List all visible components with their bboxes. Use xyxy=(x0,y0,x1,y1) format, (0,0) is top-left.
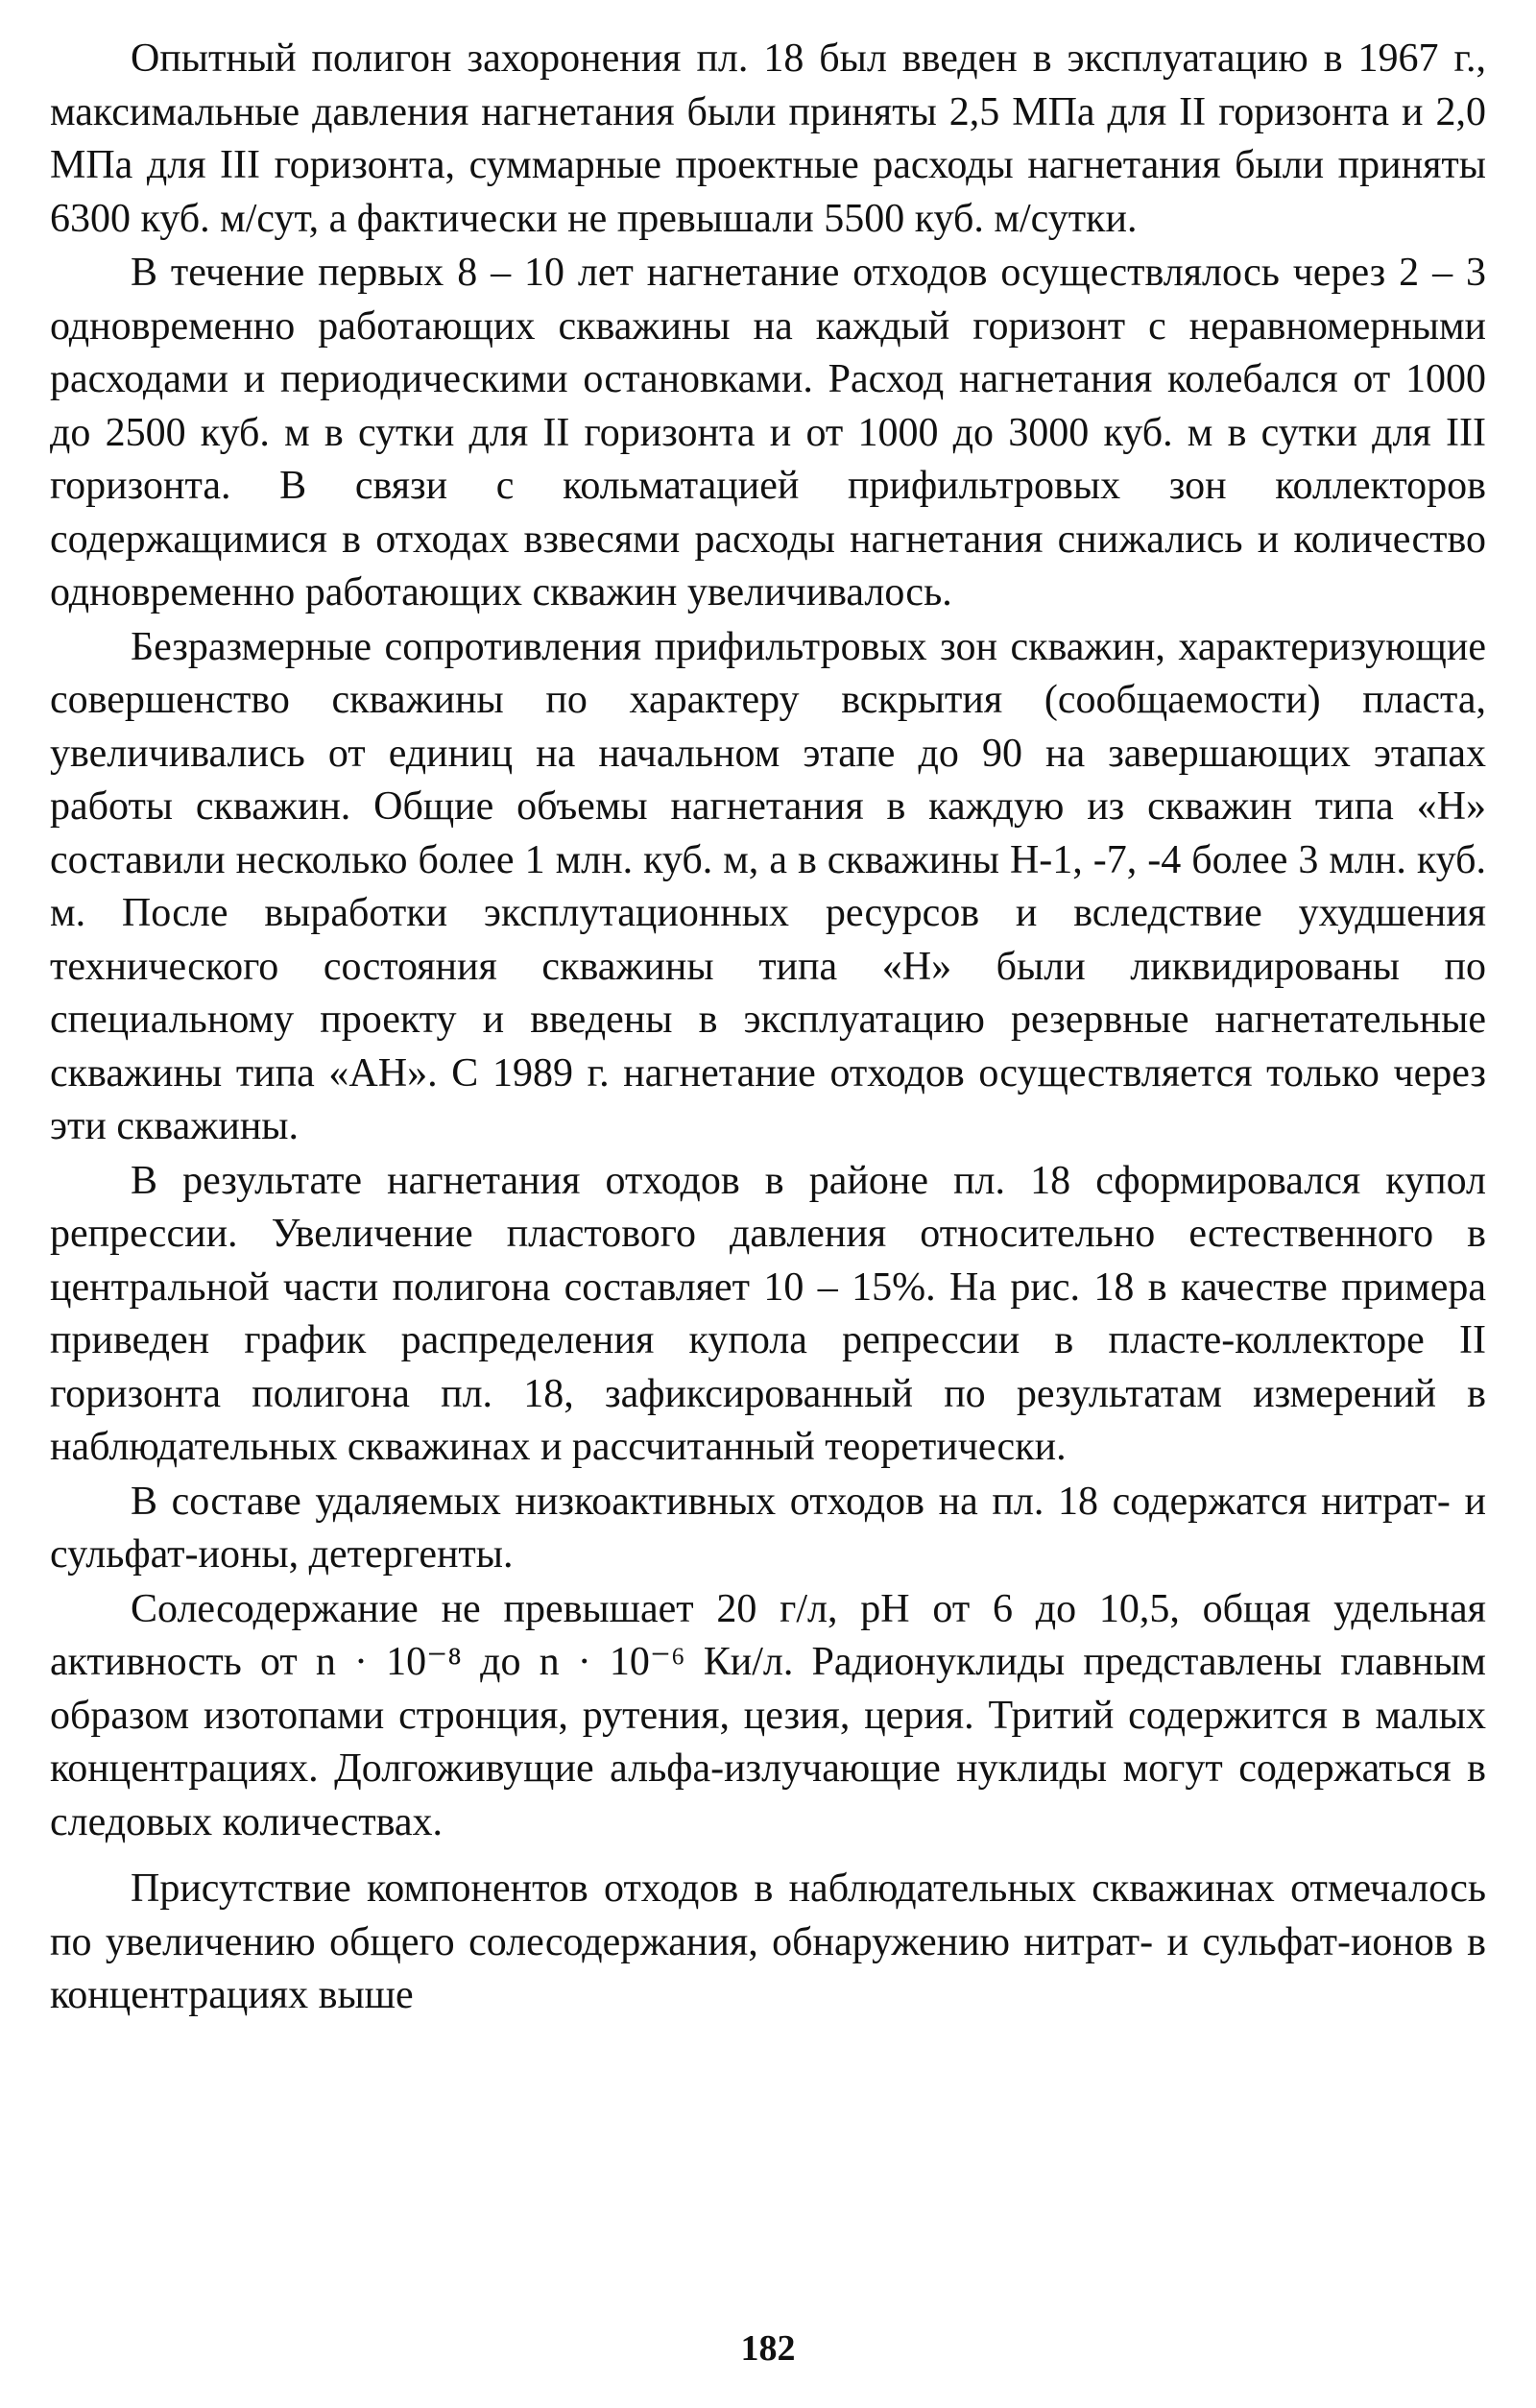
paragraph-injection-history: В течение первых 8 – 10 лет нагнетание отходов осуществлялось через 2 – 3 одновременно работающих скважины на каждый горизонт с неравномерными расходами и периодическими остановками. Расход нагнетания колебался от 1000 до 2500 куб. м в сутки для II горизонта и от 1000 до 3000 куб. м в сутки для III горизонта. В связи с кольматацией прифильтровых зон коллекторов содержащимися в отходах взвесями расходы нагнетания снижались и количество одновременно работающих скважин увеличивалось. xyxy=(50,251,1486,614)
document-page xyxy=(50,33,1486,2375)
paragraph-observation-wells: Присутствие компонентов отходов в наблюдательных скважинах отмечалось по увеличению общего солесодержания, обнаружению нитрат- и сульфат-ионов в концентрациях выше xyxy=(50,1866,1486,2017)
paragraph-salt-content: Солесодержание не превышает 20 г/л, рН от 6 до 10,5, общая удельная активность от n · 10⁻⁸ до n · 10⁻⁶ Ки/л. Радионуклиды представлены главным образом изотопами стронция, рутения, цезия, церия. Тритий содержится в малых концентрациях. Долгоживущие альфа-излучающие нуклиды могут содержаться в следовых количествах. xyxy=(50,1586,1486,1844)
paragraph-polygon-intro: Опытный полигон захоронения пл. 18 был введен в эксплуатацию в 1967 г., максимальные давления нагнетания были приняты 2,5 МПа для II горизонта и 2,0 МПа для III горизонта, суммарные проектные расходы нагнетания были приняты 6300 куб. м/сут, а фактически не превышали 5500 куб. м/сутки. xyxy=(50,36,1486,241)
paragraph-well-resistance: Безразмерные сопротивления прифильтровых зон скважин, характеризующие совершенство скважины по характеру вскрытия (сообщаемости) пласта, увеличивались от единиц на начальном этапе до 90 на завершающих этапах работы скважин. Общие объемы нагнетания в каждую из скважин типа «Н» составили несколько более 1 млн. куб. м, а в скважины Н-1, -7, -4 более 3 млн. куб. м. После выработки эксплутационных ресурсов и вследствие ухудшения технического состояния скважины типа «Н» были ликвидированы по специальному проекту и введены в эксплуатацию резервные нагнетательные скважины типа «АН». С 1989 г. нагнетание отходов осуществляется только через эти скважины. xyxy=(50,624,1486,1148)
body-text xyxy=(50,33,1486,2023)
paragraph-repression-dome: В результате нагнетания отходов в районе пл. 18 сформировался купол репрессии. Увеличение пластового давления относительно естественного в центральной части полигона составляет 10 – 15%. На рис. 18 в качестве примера приведен график распределения купола репрессии в пласте-коллекторе II горизонта полигона пл. 18, зафиксированный по результатам измерений в наблюдательных скважинах и рассчитанный теоретически. xyxy=(50,1158,1486,1469)
page-number: 182 xyxy=(740,2328,796,2369)
paragraph-waste-composition: В составе удаляемых низкоактивных отходов на пл. 18 содержатся нитрат- и сульфат-ионы, детергенты. xyxy=(50,1479,1486,1577)
